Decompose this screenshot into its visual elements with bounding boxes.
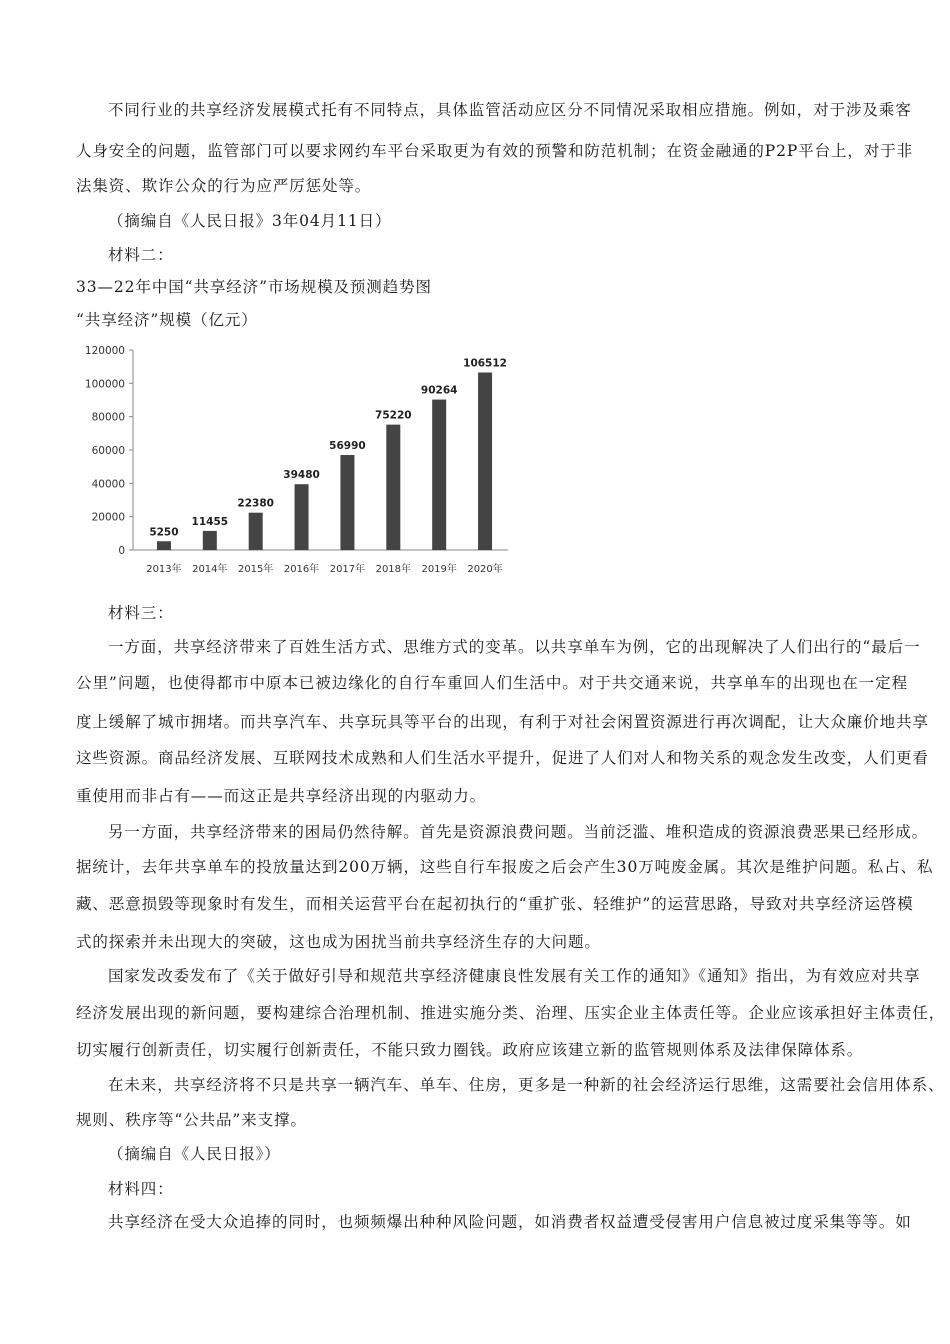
y-tick-label: 60000 — [91, 445, 125, 457]
para2-line: 一方面，共享经济带来了百姓生活方式、思维方式的变革。以共享单车为例，它的出现解决了人们出行的“最后一 — [108, 638, 921, 656]
y-tick-label: 100000 — [84, 378, 125, 391]
para2-line: 公里”问题，也使得都市中原本已被边缘化的自行车重回人们生活中。对于共交通来说，共享单车的出现也在一定程 — [76, 674, 908, 692]
x-tick-label: 2015年 — [237, 564, 274, 575]
y-tick-label: 20000 — [91, 511, 125, 524]
bar-value-label: 90264 — [420, 384, 458, 397]
para3-line: 藏、恶意损毁等现象时有发生，而相关运营平台在起初执行的“重扩张、轻维护”的运营思路，导致对共享经济运啓模 — [76, 895, 914, 913]
bar — [340, 455, 354, 550]
x-tick-label: 2017年 — [329, 564, 366, 575]
chart-y-label: “共享经济”规模（亿元） — [76, 311, 258, 329]
bar-value-label: 22380 — [237, 497, 274, 510]
para5-line: 规则、秩序等“公共品”来支撑。 — [76, 1111, 307, 1129]
bar — [295, 484, 309, 550]
material2-heading: 材料二： — [108, 246, 174, 264]
para4-line: 切实履行创新责任，切实履行创新责任，不能只致力圈钱。政府应该建立新的监管规则体系及法律保障体系。 — [76, 1041, 864, 1059]
material4-heading: 材料四： — [108, 1180, 174, 1198]
material3-heading: 材料三： — [108, 604, 174, 622]
para4-line: 经济发展出现的新问题，要构建综合治理机制、推进实施分类、治理、压实企业主体责任等。企业应该承担好主体责任， — [76, 1004, 946, 1022]
bar-value-label: 39480 — [283, 469, 320, 482]
x-tick-label: 2020年 — [467, 564, 503, 575]
bar — [432, 400, 446, 550]
para6-line: 共享经济在受大众追捧的同时，也频频爆出种种风险问题，如消费者权益遭受侵害用户信息被过度采集等等。如 — [108, 1213, 912, 1231]
y-tick-label: 0 — [118, 545, 125, 557]
para1-line: 不同行业的共享经济发展模式托有不同特点，具体监管活动应区分不同情况采取相应措施。例如，对于涉及乘客 — [108, 101, 912, 119]
para2-line: 度上缓解了城市拥堵。而共享汽车、共享玩具等平台的出现，有利于对社会闲置资源进行再次调配，让大众廉价地共享 — [76, 713, 929, 731]
source-note-2: （摘编自《人民日报》） — [108, 1145, 281, 1163]
x-tick-label: 2019年 — [421, 564, 457, 575]
para3-line: 另一方面，共享经济带来的困局仍然待解。首先是资源浪费问题。当前泛滥、堆积造成的资源浪费恶果已经形成。 — [108, 823, 929, 841]
x-tick-label: 2016年 — [283, 564, 320, 575]
para3-line: 据统计，去年共享单车的投放量达到200万辆，这些自行车报废之后会产生30万吨废金属。其次是维护问题。私占、私 — [76, 858, 934, 876]
x-tick-label: 2013年 — [146, 564, 182, 575]
bar — [157, 541, 171, 550]
para4-line: 国家发改委发布了《关于做好引导和规范共享经济健康良性发展有关工作的通知》《通知》指出，为有效应对共享 — [108, 967, 921, 985]
y-tick-label: 120000 — [84, 345, 125, 357]
para1-line: 人身安全的问题，监管部门可以要求网约车平台采取更为有效的预警和防范机制；在资金融通的P2P平台上，对于非 — [76, 142, 914, 160]
y-tick-label: 80000 — [91, 411, 125, 424]
para2-line: 重使用而非占有——而这正是共享经济出现的内驱动力。 — [76, 787, 487, 805]
bar-value-label: 56990 — [329, 440, 366, 453]
bar — [249, 513, 263, 550]
bar-value-label: 106512 — [463, 357, 507, 370]
chart-title: 33—22年中国“共享经济”市场规模及预测趋势图 — [76, 278, 432, 296]
x-tick-label: 2014年 — [192, 564, 228, 575]
source-note-1: （摘编自《人民日报》3年04月11日） — [108, 212, 392, 230]
bar — [203, 531, 217, 550]
para1-line: 法集资、欺诈公众的行为应严厉惩处等。 — [76, 177, 372, 195]
bar-value-label: 75220 — [375, 409, 412, 422]
bar-value-label: 5250 — [149, 526, 179, 539]
bar — [386, 425, 400, 550]
para5-line: 在未来，共享经济将不只是共享一辆汽车、单车、住房，更多是一种新的社会经济运行思维，这需要社会信用体系、 — [108, 1076, 945, 1094]
para2-line: 这些资源。商品经济发展、互联网技术成熟和人们生活水平提升，促进了人们对人和物关系的观念发生改变，人们更看 — [76, 749, 929, 767]
bar — [478, 372, 492, 550]
x-tick-label: 2018年 — [375, 564, 412, 575]
para3-line: 式的探索并未出现大的突破，这也成为困扰当前共享经济生存的大问题。 — [76, 933, 601, 951]
bar-value-label: 11455 — [191, 515, 229, 528]
y-tick-label: 40000 — [91, 478, 125, 491]
bar-chart — [76, 342, 516, 582]
